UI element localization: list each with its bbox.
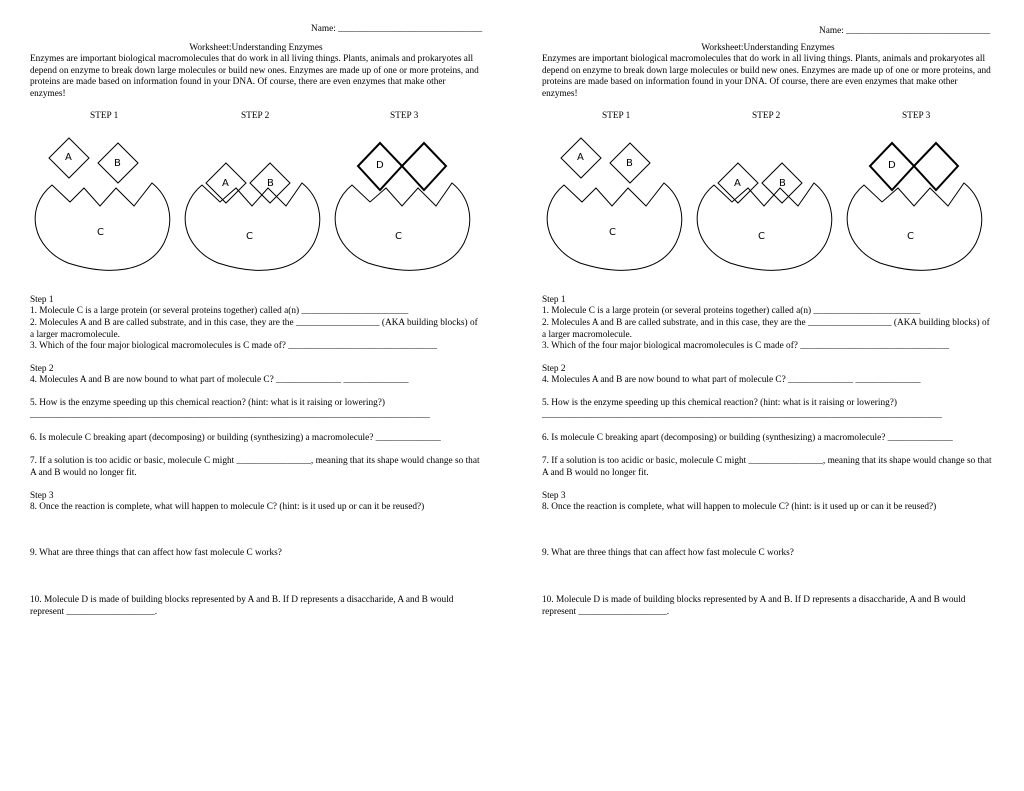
worksheet-title: Worksheet:Understanding Enzymes xyxy=(701,43,835,53)
step-1-heading: Step 1 xyxy=(30,295,54,305)
question-8: 8. Once the reaction is complete, what will happen to molecule C? (hint: is it used up or can it be reused?) xyxy=(30,502,425,512)
letter-c: C xyxy=(758,231,765,242)
letter-c: C xyxy=(609,227,616,238)
letter-a: A xyxy=(222,178,229,189)
question-5: 5. How is the enzyme speeding up this chemical reaction? (hint: what is it raising or lowering?) xyxy=(542,398,897,408)
question-5-answer-line: ______________________________________________________________________________________ xyxy=(542,410,942,420)
question-6: 6. Is molecule C breaking apart (decomposing) or building (synthesizing) a macromolecule? ______________ xyxy=(542,433,953,443)
question-9: 9. What are three things that can affect how fast molecule C works? xyxy=(30,548,282,558)
step-3-diagram xyxy=(335,143,470,270)
enzyme-diagram xyxy=(28,128,478,278)
step-3-diagram xyxy=(847,143,982,270)
letter-b: B xyxy=(626,158,633,169)
question-7: 7. If a solution is too acidic or basic, molecule C might ________________, meaning that its shape would change so that A and B would no longer fit. xyxy=(542,456,992,478)
question-3: 3. Which of the four major biological macromolecules is C made of? ________________________________ xyxy=(542,341,950,351)
question-10: 10. Molecule D is made of building blocks represented by A and B. If D represents a disaccharide, A and B would represent ___________________. xyxy=(30,595,454,617)
letter-c: C xyxy=(395,231,402,242)
letter-c: C xyxy=(246,231,253,242)
enzyme-c-shape xyxy=(185,183,320,270)
letter-d: D xyxy=(888,160,896,171)
question-3: 3. Which of the four major biological macromolecules is C made of? ________________________________ xyxy=(30,341,438,351)
step-1-label: STEP 1 xyxy=(90,111,119,121)
question-1: 1. Molecule C is a large protein (or several proteins together) called a(n) _______________________ xyxy=(30,306,409,316)
worksheet-title: Worksheet:Understanding Enzymes xyxy=(189,43,323,53)
question-1: 1. Molecule C is a large protein (or several proteins together) called a(n) _______________________ xyxy=(542,306,921,316)
enzyme-c-shape xyxy=(847,183,982,270)
name-field-label: Name: _______________________________ xyxy=(819,26,991,36)
step-2-diagram xyxy=(185,163,320,270)
question-5: 5. How is the enzyme speeding up this chemical reaction? (hint: what is it raising or lowering?) xyxy=(30,398,385,408)
question-8: 8. Once the reaction is complete, what will happen to molecule C? (hint: is it used up or can it be reused?) xyxy=(542,502,937,512)
step-1-diagram xyxy=(35,138,170,270)
letter-c: C xyxy=(97,227,104,238)
question-4: 4. Molecules A and B are now bound to what part of molecule C? ______________ ______________ xyxy=(542,375,921,385)
intro-paragraph: Enzymes are important biological macromolecules that do work in all living things. Plants, animals and prokaryotes all depend on enzyme to break down large molecules or build new ones. Enzymes are made up of one or more proteins, and proteins are made based on information found in your DNA. Of course, there are even enzymes that make other enzymes! xyxy=(542,54,991,99)
letter-b: B xyxy=(114,158,121,169)
question-6: 6. Is molecule C breaking apart (decomposing) or building (synthesizing) a macromolecule? ______________ xyxy=(30,433,441,443)
step-1-diagram xyxy=(547,138,682,270)
question-4: 4. Molecules A and B are now bound to what part of molecule C? ______________ ______________ xyxy=(30,375,409,385)
enzyme-c-shape xyxy=(335,183,470,270)
step-3-heading: Step 3 xyxy=(30,491,54,501)
step-2-heading: Step 2 xyxy=(542,364,566,374)
step-2-diagram xyxy=(697,163,832,270)
letter-d: D xyxy=(376,160,384,171)
step-3-heading: Step 3 xyxy=(542,491,566,501)
letter-c: C xyxy=(907,231,914,242)
worksheet-page-right xyxy=(512,0,1024,791)
letter-a: A xyxy=(577,152,584,163)
letter-b: B xyxy=(267,178,274,189)
letter-b: B xyxy=(779,178,786,189)
question-2: 2. Molecules A and B are called substrate, and in this case, they are the __________________ (AKA building blocks) of a larger macromolecule. xyxy=(30,318,478,340)
step-1-heading: Step 1 xyxy=(542,295,566,305)
question-10: 10. Molecule D is made of building blocks represented by A and B. If D represents a disaccharide, A and B would represent ___________________. xyxy=(542,595,966,617)
intro-paragraph: Enzymes are important biological macromolecules that do work in all living things. Plants, animals and prokaryotes all depend on enzyme to break down large molecules or build new ones. Enzymes are made up of one or more proteins, and proteins are made based on information found in your DNA. Of course, there are even enzymes that make other enzymes! xyxy=(30,54,479,99)
step-1-label: STEP 1 xyxy=(602,111,631,121)
question-2: 2. Molecules A and B are called substrate, and in this case, they are the __________________ (AKA building blocks) of a larger macromolecule. xyxy=(542,318,990,340)
letter-a: A xyxy=(734,178,741,189)
step-2-label: STEP 2 xyxy=(241,111,270,121)
step-3-label: STEP 3 xyxy=(902,111,931,121)
step-2-heading: Step 2 xyxy=(30,364,54,374)
question-5-answer-line: ______________________________________________________________________________________ xyxy=(30,410,430,420)
question-9: 9. What are three things that can affect how fast molecule C works? xyxy=(542,548,794,558)
enzyme-diagram xyxy=(540,128,990,278)
letter-a: A xyxy=(65,152,72,163)
product-d-right-shape xyxy=(914,143,958,190)
step-3-label: STEP 3 xyxy=(390,111,419,121)
question-7: 7. If a solution is too acidic or basic, molecule C might ________________, meaning that its shape would change so that A and B would no longer fit. xyxy=(30,456,480,478)
name-field-label: Name: _______________________________ xyxy=(311,24,483,34)
step-2-label: STEP 2 xyxy=(752,111,781,121)
enzyme-c-shape xyxy=(697,183,832,270)
product-d-right-shape xyxy=(402,143,446,190)
